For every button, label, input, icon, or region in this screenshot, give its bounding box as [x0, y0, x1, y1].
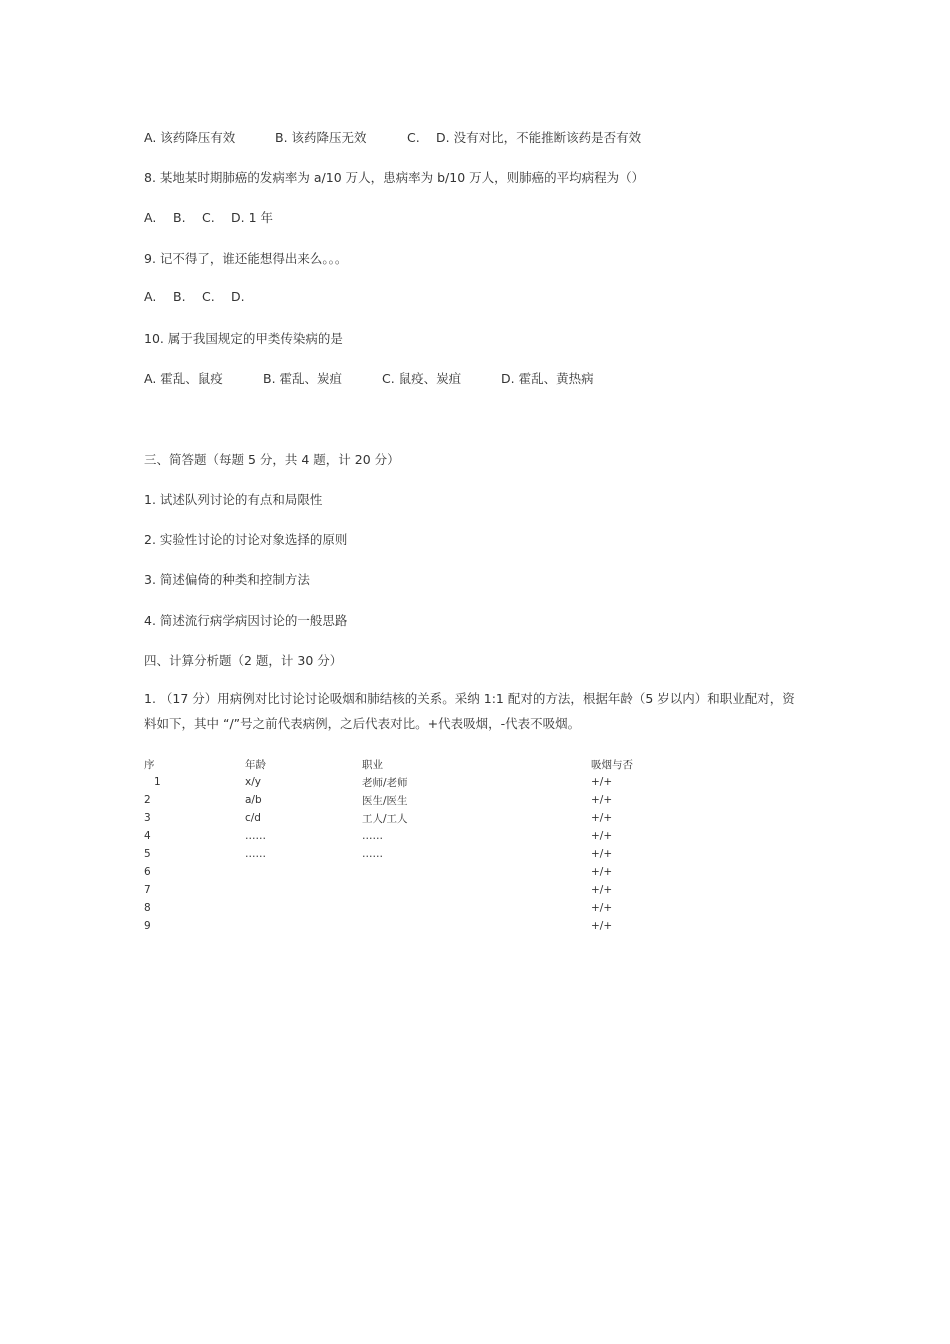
table-cell-smoking: +/+: [591, 920, 613, 932]
table-cell-occupation: ……: [362, 830, 383, 842]
section3-item-3: 3. 简述偏倚的种类和控制方法: [144, 572, 310, 587]
table-cell-smoking: +/+: [591, 848, 613, 860]
table-header-occupation: 职业: [362, 758, 383, 771]
table-cell-index: 5: [144, 848, 151, 860]
q10-option-b: B. 霍乱、炭疽: [263, 371, 343, 386]
table-cell-age: [245, 899, 362, 917]
q10-option-d: D. 霍乱、黄热病: [501, 371, 594, 386]
table-cell-smoking: +/+: [591, 794, 613, 806]
q7-options: [144, 128, 641, 146]
q8-option-c: C.: [202, 210, 215, 225]
q9-option-d: D.: [231, 289, 245, 304]
table-header-index: 序: [144, 758, 155, 771]
q9-option-c: C.: [202, 289, 215, 304]
table-cell-index: 7: [144, 884, 151, 896]
table-row: [144, 809, 671, 827]
table-cell-smoking: +/+: [591, 866, 613, 878]
q8-option-d: D. 1 年: [231, 210, 273, 225]
table-cell-index: 6: [144, 866, 151, 878]
table-cell-occupation: [362, 863, 591, 881]
table-cell-occupation: [362, 899, 591, 917]
table-cell-smoking: +/+: [591, 884, 613, 896]
section3-item-4: 4. 简述流行病学病因讨论的一般思路: [144, 613, 348, 628]
table-cell-index: 1: [154, 776, 161, 788]
table-row: [144, 845, 671, 863]
table-cell-age: c/d: [245, 812, 261, 824]
q8-options: [144, 208, 273, 226]
section3-item-1: 1. 试述队列讨论的有点和局限性: [144, 492, 323, 507]
q9-option-b: B.: [173, 289, 186, 304]
q7-option-c: C.: [407, 130, 420, 145]
table-cell-index: 8: [144, 902, 151, 914]
table-cell-age: x/y: [245, 776, 261, 788]
table-cell-occupation: 医生/医生: [362, 794, 408, 807]
q9-stem: 9. 记不得了，谁还能想得出来么。。。: [144, 251, 348, 266]
table-row: [144, 863, 671, 881]
table-cell-smoking: +/+: [591, 812, 613, 824]
table-row: [144, 899, 671, 917]
table-cell-smoking: +/+: [591, 830, 613, 842]
table-cell-occupation: [362, 881, 591, 899]
table-cell-age: a/b: [245, 794, 262, 806]
section4-q1-text: 1. （17 分）用病例对比讨论讨论吸烟和肺结核的关系。采纳 1:1 配对的方法，根据年龄（5 岁以内）和职业配对，资料如下，其中 “/”号之前代表病例，之后代表对比。+代表吸烟，-代表不吸烟。: [144, 691, 795, 731]
q10-option-c: C. 鼠疫、炭疽: [382, 371, 462, 386]
q7-option-a: A. 该药降压有效: [144, 130, 236, 145]
table-cell-index: 3: [144, 812, 151, 824]
table-cell-smoking: +/+: [591, 776, 613, 788]
table-cell-index: 9: [144, 920, 151, 932]
table-cell-index: 2: [144, 794, 151, 806]
table-cell-occupation: ……: [362, 848, 383, 860]
table-row: [144, 827, 671, 845]
q7-option-b: B. 该药降压无效: [275, 130, 367, 145]
table-header-age: 年龄: [245, 758, 266, 771]
section4-heading: 四、计算分析题（2 题，计 30 分）: [144, 653, 343, 668]
table-cell-occupation: 老师/老师: [362, 776, 408, 789]
section3-item-2: 2. 实验性讨论的讨论对象选择的原则: [144, 532, 348, 547]
section3-heading: 三、简答题（每题 5 分，共 4 题，计 20 分）: [144, 452, 400, 467]
table-cell-occupation: 工人/工人: [362, 812, 408, 825]
pairing-table: [144, 755, 671, 935]
table-cell-occupation: [362, 917, 591, 935]
q7-option-d: D. 没有对比，不能推断该药是否有效: [436, 130, 642, 145]
q10-option-a: A. 霍乱、鼠疫: [144, 371, 223, 386]
table-header-smoking: 吸烟与否: [591, 758, 633, 771]
q10-options: [144, 369, 594, 387]
table-cell-smoking: +/+: [591, 902, 613, 914]
table-row: [144, 791, 671, 809]
table-row: [144, 917, 671, 935]
table-cell-age: ……: [245, 830, 266, 842]
table-cell-age: [245, 863, 362, 881]
table-header-row: [144, 755, 671, 773]
q10-stem: 10. 属于我国规定的甲类传染病的是: [144, 331, 343, 346]
q8-option-b: B.: [173, 210, 186, 225]
table-cell-index: 4: [144, 830, 151, 842]
table-cell-age: ……: [245, 848, 266, 860]
table-cell-age: [245, 917, 362, 935]
q8-option-a: A.: [144, 210, 157, 225]
q9-options: [144, 289, 245, 304]
table-cell-age: [245, 881, 362, 899]
table-row: [144, 881, 671, 899]
q9-option-a: A.: [144, 289, 157, 304]
table-row: [144, 773, 671, 791]
q8-stem: 8. 某地某时期肺癌的发病率为 a/10 万人，患病率为 b/10 万人，则肺癌的平均病程为（）: [144, 170, 645, 185]
